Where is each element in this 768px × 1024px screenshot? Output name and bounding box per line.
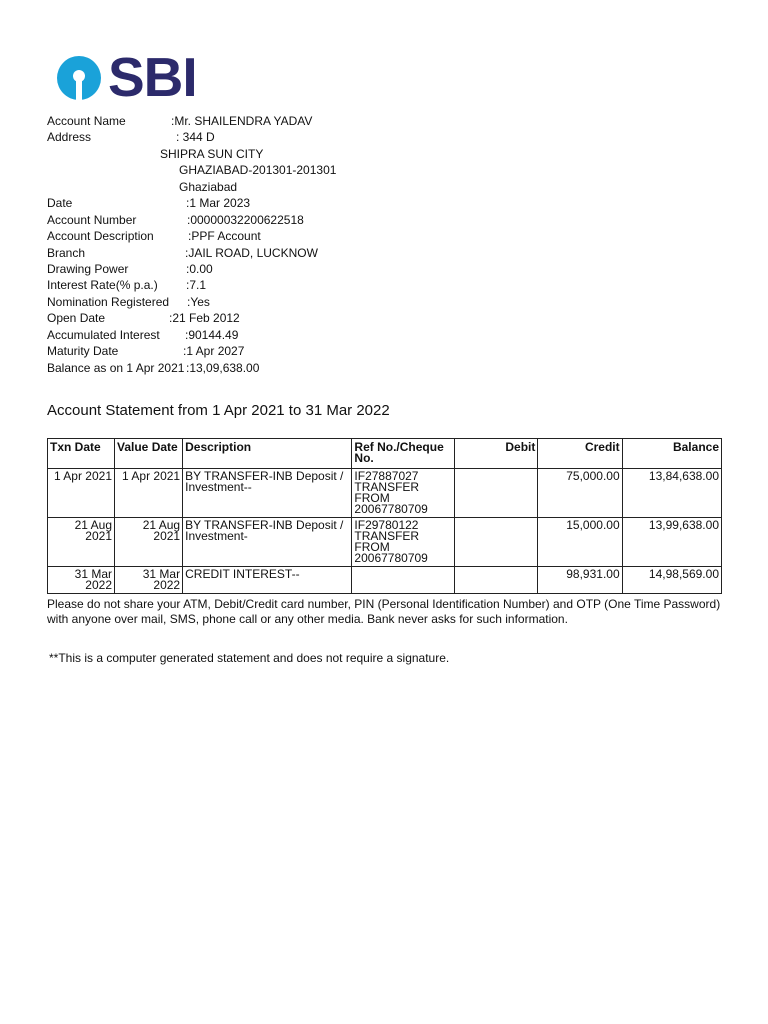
table-row	[48, 469, 722, 518]
col-description: Description	[183, 439, 352, 469]
description-cell: BY TRANSFER-INB Deposit / Investment--	[183, 469, 352, 518]
balance-value: :13,09,638.00	[186, 361, 260, 375]
balance-cell: 14,98,569.00	[622, 567, 721, 594]
maturity-date-label: Maturity Date	[47, 344, 119, 358]
credit-cell: 15,000.00	[538, 518, 622, 567]
account-description-value: :PPF Account	[188, 229, 261, 243]
address-label: Address	[47, 130, 92, 144]
maturity-date-value: :1 Apr 2027	[183, 344, 245, 358]
col-balance: Balance	[622, 439, 721, 469]
balance-cell: 13,99,638.00	[622, 518, 721, 567]
open-date-label: Open Date	[47, 311, 106, 325]
branch-value: :JAIL ROAD, LUCKNOW	[185, 246, 318, 260]
statement-table	[47, 438, 722, 594]
col-ref-no: Ref No./Cheque No.	[352, 439, 454, 469]
description-cell: BY TRANSFER-INB Deposit / Investment-	[183, 518, 352, 567]
sbi-keyhole-icon	[55, 54, 103, 102]
account-number-value: :00000032200622518	[187, 213, 304, 227]
drawing-power-value: :0.00	[186, 262, 213, 276]
logo-text: SBI	[108, 46, 197, 108]
table-row	[48, 567, 722, 594]
branch-label: Branch	[47, 246, 86, 260]
table-header-row	[48, 439, 722, 469]
balance-label: Balance as on 1 Apr 2021	[47, 361, 185, 375]
nomination-value: :Yes	[187, 295, 210, 309]
balance-cell: 13,84,638.00	[622, 469, 721, 518]
interest-rate-value: :7.1	[186, 278, 207, 292]
credit-cell: 75,000.00	[538, 469, 622, 518]
address-value: : 344 D	[176, 130, 215, 144]
txn-date-cell: 31 Mar 2022	[48, 567, 115, 594]
account-number-label: Account Number	[47, 213, 137, 227]
address-line4-text: Ghaziabad	[179, 180, 238, 194]
address-line3-text: GHAZIABAD-201301-201301	[179, 163, 337, 177]
open-date-value: :21 Feb 2012	[169, 311, 240, 325]
ref-cell	[352, 567, 454, 594]
ref-cell: IF27887027 TRANSFER FROM 20067780709	[352, 469, 454, 518]
interest-rate-label: Interest Rate(% p.a.)	[47, 278, 158, 292]
debit-cell	[454, 469, 538, 518]
description-cell: CREDIT INTEREST--	[183, 567, 352, 594]
ref-cell: IF29780122 TRANSFER FROM 20067780709	[352, 518, 454, 567]
drawing-power-label: Drawing Power	[47, 262, 129, 276]
nomination-label: Nomination Registered	[47, 295, 170, 309]
col-value-date: Value Date	[115, 439, 183, 469]
value-date-cell: 1 Apr 2021	[115, 469, 183, 518]
debit-cell	[454, 567, 538, 594]
debit-cell	[454, 518, 538, 567]
col-credit: Credit	[538, 439, 622, 469]
col-txn-date: Txn Date	[48, 439, 115, 469]
footnote: **This is a computer generated statement and does not require a signature.	[49, 651, 450, 665]
accumulated-interest-label: Accumulated Interest	[47, 328, 160, 342]
value-date-cell: 21 Aug 2021	[115, 518, 183, 567]
account-name-label: Account Name	[47, 114, 126, 128]
date-label: Date	[47, 196, 73, 210]
accumulated-interest-value: :90144.49	[185, 328, 239, 342]
security-notice: Please do not share your ATM, Debit/Credit card number, PIN (Personal Identification Number) and OTP (One Time Password) with anyone over mail, SMS, phone call or any other media. Bank never asks for such information.	[47, 597, 721, 626]
date-value: :1 Mar 2023	[186, 196, 251, 210]
table-row	[48, 518, 722, 567]
account-description-label: Account Description	[47, 229, 154, 243]
statement-heading: Account Statement from 1 Apr 2021 to 31 Mar 2022	[47, 402, 390, 419]
txn-date-cell: 1 Apr 2021	[48, 469, 115, 518]
txn-date-cell: 21 Aug 2021	[48, 518, 115, 567]
col-debit: Debit	[454, 439, 538, 469]
credit-cell: 98,931.00	[538, 567, 622, 594]
address-line2-text: SHIPRA SUN CITY	[160, 147, 264, 161]
value-date-cell: 31 Mar 2022	[115, 567, 183, 594]
sbi-logo	[55, 46, 205, 108]
account-name-value: :Mr. SHAILENDRA YADAV	[171, 114, 313, 128]
